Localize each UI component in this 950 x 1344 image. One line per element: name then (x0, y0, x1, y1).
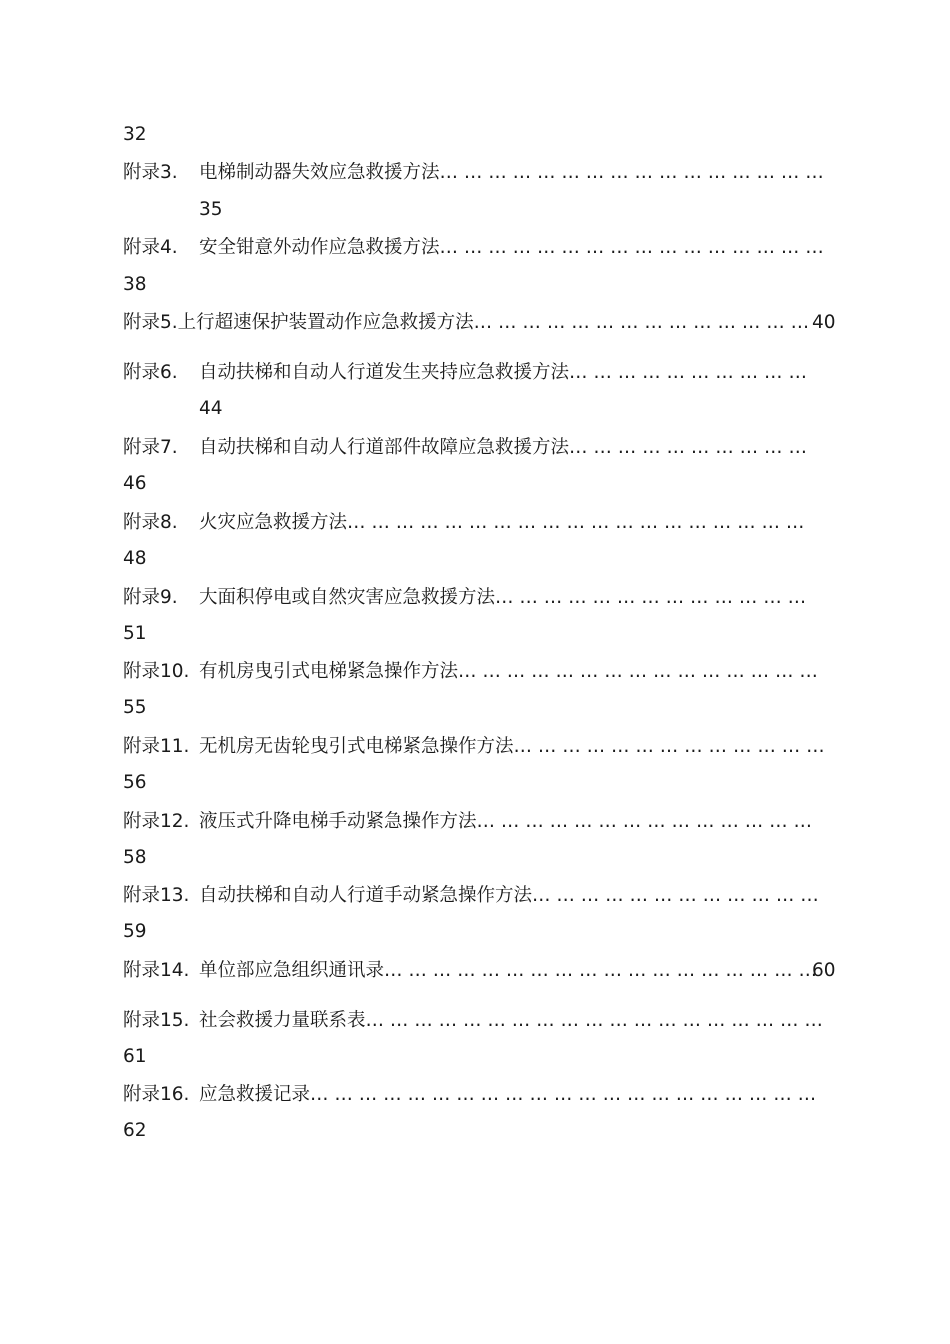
toc-entry-prefix: 附录3. (123, 162, 178, 183)
toc-entry-title: 自动扶梯和自动人行道部件故障应急救援方法 (199, 437, 570, 458)
toc-entry-page: 56 (123, 772, 147, 793)
toc-entry-title: 自动扶梯和自动人行道手动紧急操作方法 (199, 885, 533, 906)
toc-entry-5[interactable] (123, 312, 809, 334)
toc-entry-prefix: 附录10. (123, 661, 190, 682)
toc-entry-11[interactable] (123, 736, 825, 758)
toc-leader-dots: … … … … … … … … … … … … … (513, 736, 825, 757)
toc-entry-title: 液压式升降电梯手动紧急操作方法 (199, 811, 477, 832)
toc-entry-8[interactable] (123, 512, 804, 534)
toc-entry-prefix: 附录12. (123, 811, 190, 832)
toc-entry-prefix: 附录5. (123, 312, 178, 333)
toc-entry-prefix: 附录13. (123, 885, 190, 906)
toc-entry-16[interactable] (123, 1084, 816, 1106)
toc-entry-prefix: 附录14. (123, 960, 190, 981)
toc-leader-dots: … … … … … … … … … … (569, 362, 807, 383)
toc-entry-page: 61 (123, 1046, 147, 1067)
toc-entry-page: 35 (199, 199, 223, 220)
toc-entry-page: 58 (123, 847, 147, 868)
toc-entry-title: 电梯制动器失效应急救援方法 (199, 162, 440, 183)
toc-entry-12[interactable] (123, 811, 812, 833)
toc-leader-dots: … … … … … … … … … … … … (532, 885, 819, 906)
toc-entry-6[interactable] (123, 362, 807, 384)
toc-leader-dots: … … … … … … … … … … … … … … … … (439, 237, 824, 258)
toc-entry-page: 38 (123, 274, 147, 295)
toc-leader-dots: … … … … … … … … … … … … … … … … … … … (347, 512, 805, 533)
toc-entry-page: 44 (199, 398, 223, 419)
toc-entry-page: 46 (123, 473, 147, 494)
toc-leader-dots: … … … … … … … … … … (569, 437, 807, 458)
toc-entry-prefix: 附录11. (123, 736, 190, 757)
toc-entry-14[interactable] (123, 960, 817, 982)
toc-entry-title: 有机房曳引式电梯紧急操作方法 (199, 661, 459, 682)
toc-entry-prefix: 附录7. (123, 437, 178, 458)
toc-leader-dots: … … … … … … … … … … … … … … … (458, 661, 818, 682)
toc-entry-page: 62 (123, 1120, 147, 1141)
toc-entry-10[interactable] (123, 661, 818, 683)
toc-entry-page: 59 (123, 921, 147, 942)
toc-entry-15[interactable] (123, 1010, 823, 1032)
toc-leader-dots: … … … … … … … … … … … … … … (476, 811, 812, 832)
toc-entry-prefix: 附录6. (123, 362, 178, 383)
carry-page-number: 32 (123, 124, 147, 145)
toc-entry-page: 51 (123, 623, 147, 644)
toc-leader-dots: … … … … … … … … … … … … … … … … … … … (365, 1010, 823, 1031)
toc-entry-title: 自动扶梯和自动人行道发生夹持应急救援方法 (199, 362, 570, 383)
toc-entry-title: 上行超速保护装置动作应急救援方法 (177, 312, 474, 333)
toc-entry-title: 火灾应急救援方法 (199, 512, 348, 533)
toc-entry-prefix: 附录16. (123, 1084, 190, 1105)
toc-entry-13[interactable] (123, 885, 819, 907)
toc-entry-page: 60 (812, 960, 836, 981)
toc-entry-prefix: 附录4. (123, 237, 178, 258)
toc-entry-page: 40 (812, 312, 836, 333)
toc-entry-title: 安全钳意外动作应急救援方法 (199, 237, 440, 258)
toc-entry-prefix: 附录8. (123, 512, 178, 533)
toc-entry-title: 应急救援记录 (199, 1084, 311, 1105)
toc-leader-dots: … … … … … … … … … … … … … … (473, 312, 810, 333)
toc-entry-3[interactable] (123, 162, 824, 184)
toc-leader-dots: … … … … … … … … … … … … … … … … … … (384, 960, 817, 981)
toc-entry-9[interactable] (123, 587, 806, 609)
toc-entry-title: 无机房无齿轮曳引式电梯紧急操作方法 (199, 736, 514, 757)
toc-entry-title: 大面积停电或自然灾害应急救援方法 (199, 587, 496, 608)
toc-entry-4[interactable] (123, 237, 824, 259)
toc-entry-prefix: 附录15. (123, 1010, 190, 1031)
toc-entry-prefix: 附录9. (123, 587, 178, 608)
toc-entry-7[interactable] (123, 437, 807, 459)
toc-leader-dots: … … … … … … … … … … … … … … … … … … … … … (310, 1084, 817, 1105)
toc-entry-page: 48 (123, 548, 147, 569)
toc-leader-dots: … … … … … … … … … … … … … (495, 587, 807, 608)
toc-entry-page: 55 (123, 697, 147, 718)
toc-entry-title: 单位部应急组织通讯录 (199, 960, 385, 981)
toc-leader-dots: … … … … … … … … … … … … … … … … (439, 162, 824, 183)
toc-entry-title: 社会救援力量联系表 (199, 1010, 366, 1031)
